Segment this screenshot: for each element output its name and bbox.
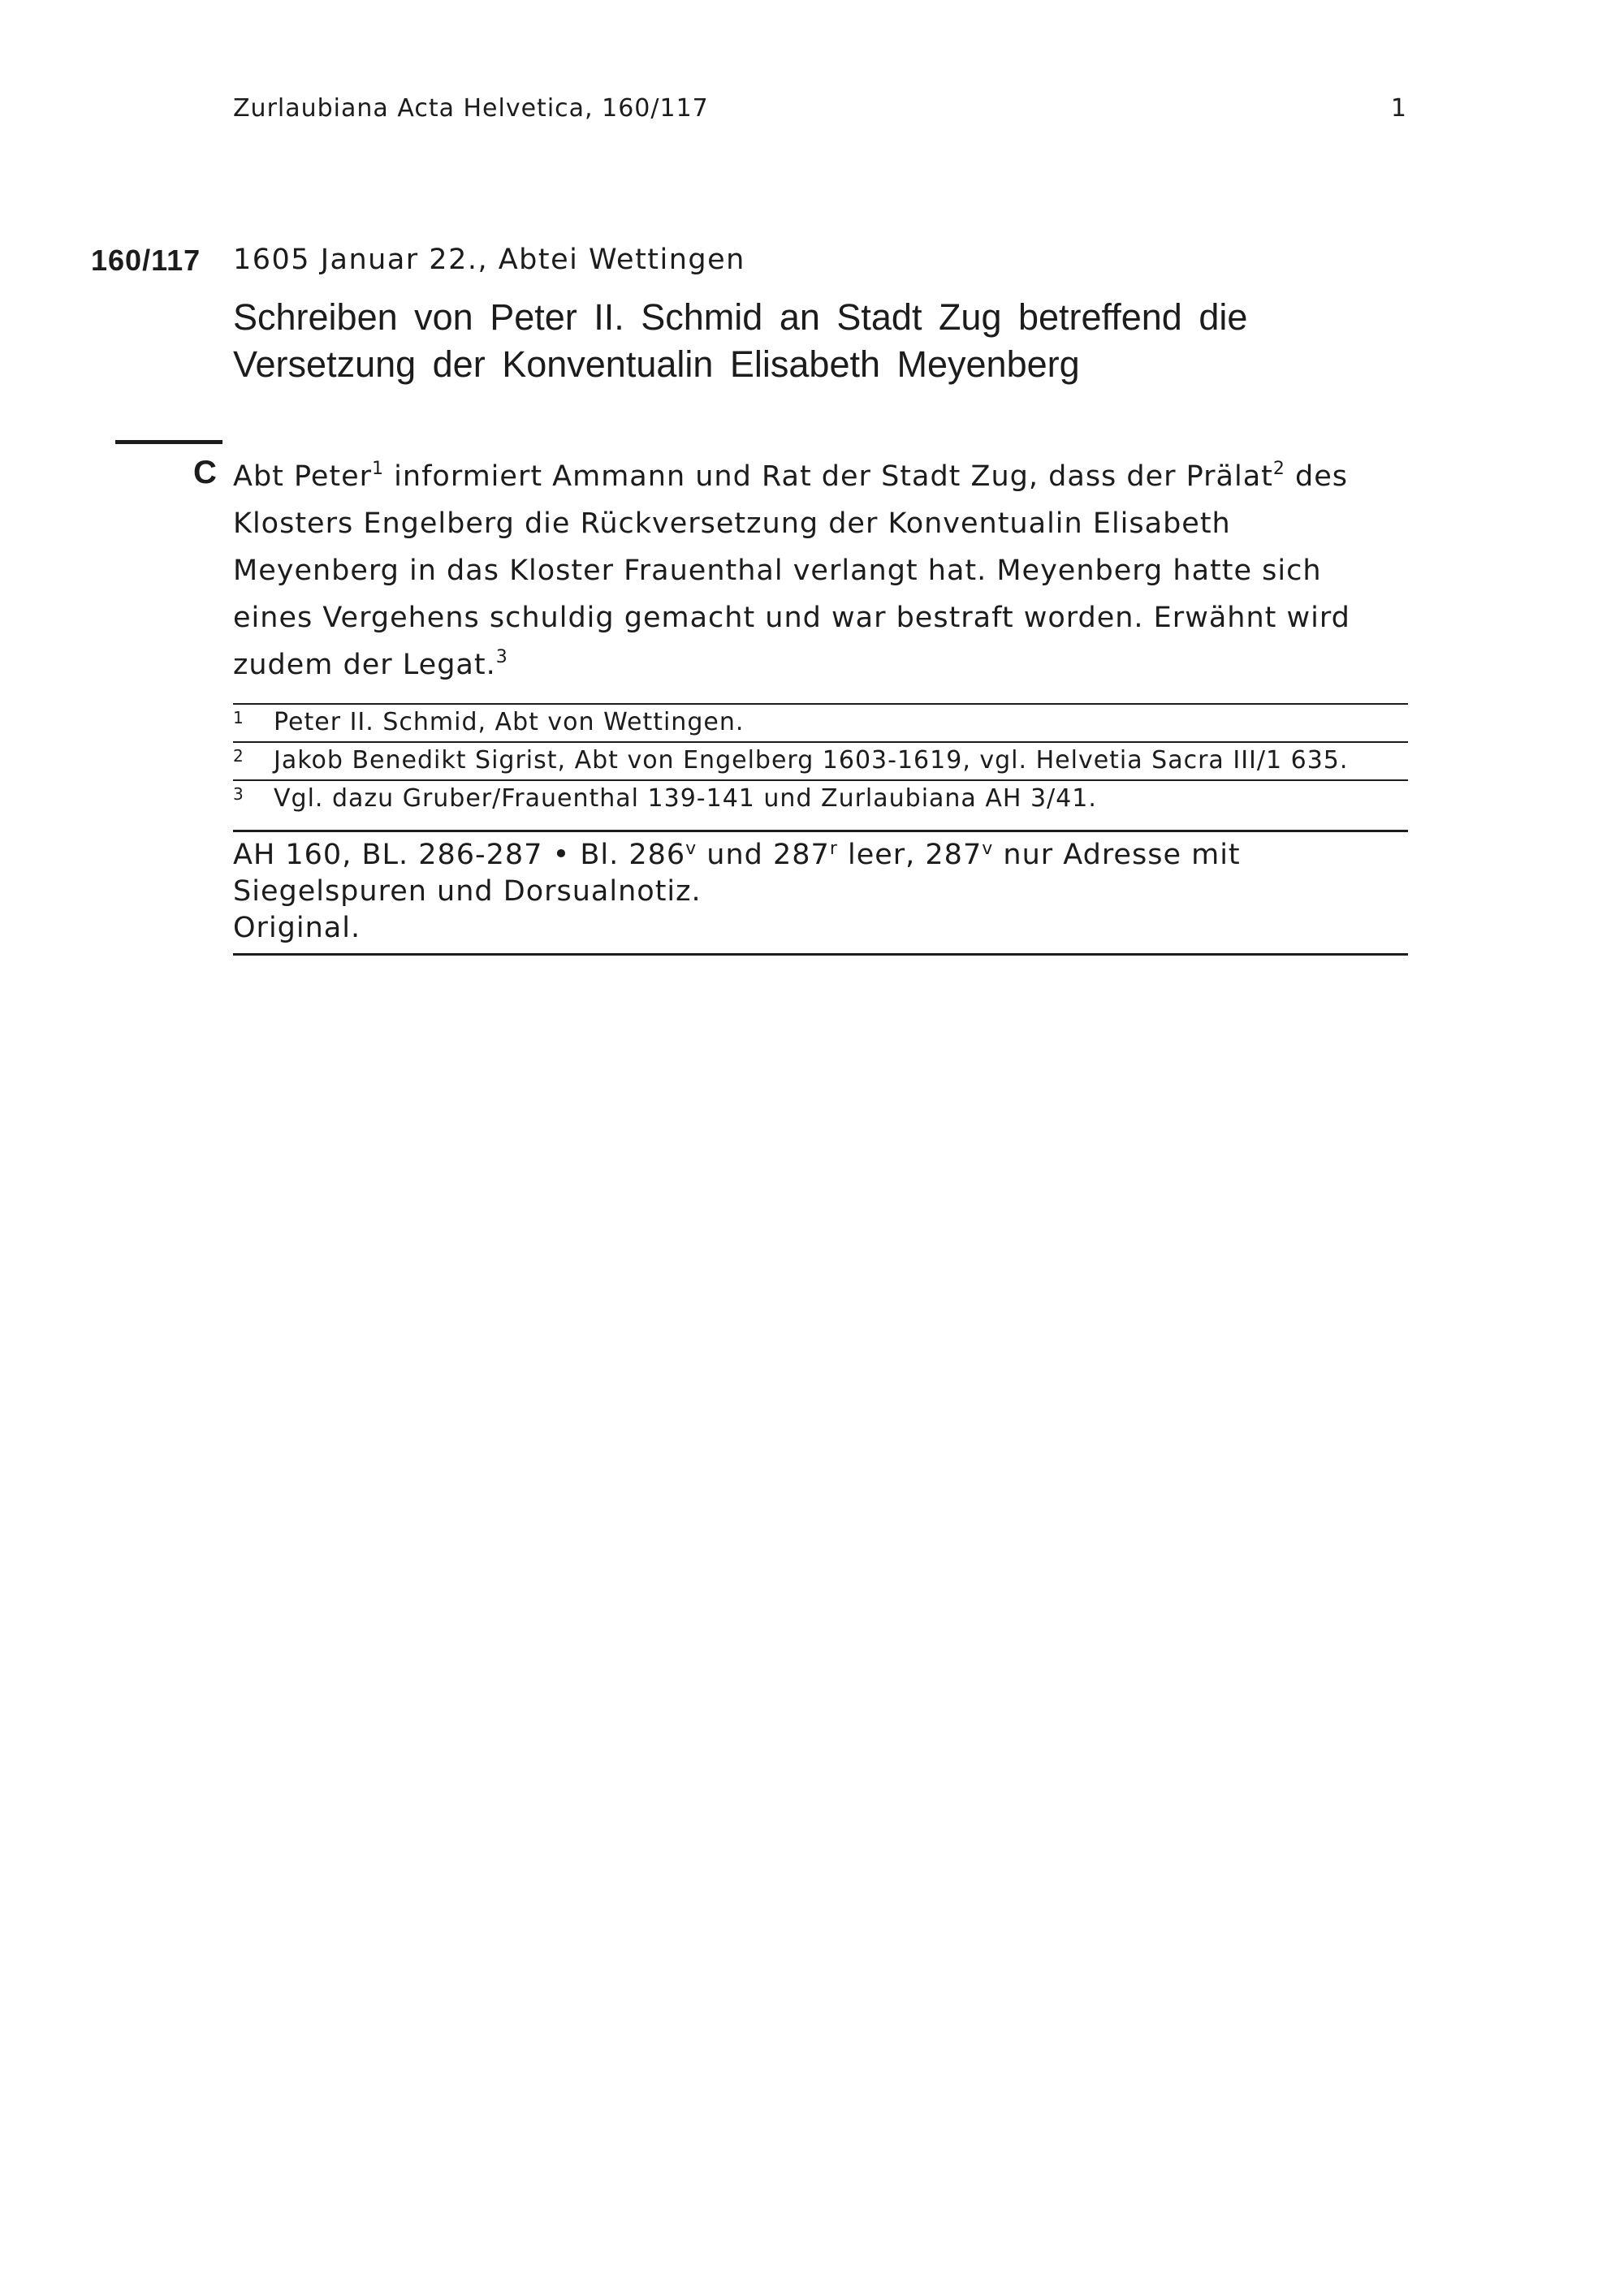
document-number-main: 160 (91, 244, 143, 277)
abstract-paragraph (233, 453, 1402, 688)
footnote-1 (233, 703, 1408, 741)
source-description (233, 837, 1408, 910)
footnote-2 (233, 741, 1408, 779)
footnote-ref-2: 2 (1272, 459, 1285, 479)
date-place-line: 1605 Januar 22., Abtei Wettingen (233, 244, 745, 276)
source-status: Original. (233, 912, 361, 944)
footnote-mark: 2 (233, 746, 244, 766)
footnote-text: Peter II. Schmid, Abt von Wettingen. (274, 708, 745, 736)
source-text-3: leer, 287 (837, 839, 983, 871)
footnote-ref-3: 3 (495, 647, 508, 667)
source-sup-3: v (982, 839, 994, 859)
source-text-1: AH 160, BL. 286-287 • Bl. 286 (233, 839, 686, 871)
abstract-text-1: Abt Peter (233, 460, 373, 493)
document-type-marker: C (193, 455, 217, 490)
running-title: Zurlaubiana Acta Helvetica, 160/117 (233, 94, 709, 123)
footnote-text: Jakob Benedikt Sigrist, Abt von Engelberg 1603-1619, vgl. Helvetia Sacra III/1 635. (274, 746, 1349, 775)
document-number-sub: /117 (142, 244, 201, 277)
source-note (233, 830, 1408, 956)
margin-rule (115, 440, 222, 444)
source-text-4: nur Adresse mit Siegelspuren und Dorsualnotiz. (233, 839, 1241, 908)
document-title (233, 294, 1419, 388)
footnotes (233, 703, 1408, 818)
source-sup-1: v (685, 839, 698, 859)
abstract-text-3: des Klosters Engelberg die Rückversetzung der Konventualin Elisabeth Meyenberg in das Kloster Frauenthal verlangt hat. Meyenberg hatte sich eines Vergehens schuldig gemacht und war bestraft worden. Erwähnt wird zudem der Legat. (233, 460, 1350, 681)
footnote-text: Vgl. dazu Gruber/Frauenthal 139-141 und Zurlaubiana AH 3/41. (274, 784, 1097, 813)
title-line-1: Schreiben von Peter II. Schmid an Stadt Zug betreffend die (233, 296, 1248, 338)
abstract-text-2: informiert Ammann und Rat der Stadt Zug, dass der Prälat (384, 460, 1273, 493)
page-number: 1 (1390, 94, 1406, 123)
footnote-3 (233, 779, 1408, 818)
footnote-mark: 3 (233, 784, 244, 804)
footnote-ref-1: 1 (372, 459, 385, 479)
source-sup-2: r (829, 839, 838, 859)
document-number (91, 244, 201, 278)
title-line-2: Versetzung der Konventualin Elisabeth Meyenberg (233, 343, 1080, 385)
footnote-mark: 1 (233, 708, 244, 727)
source-text-2: und 287 (697, 839, 830, 871)
